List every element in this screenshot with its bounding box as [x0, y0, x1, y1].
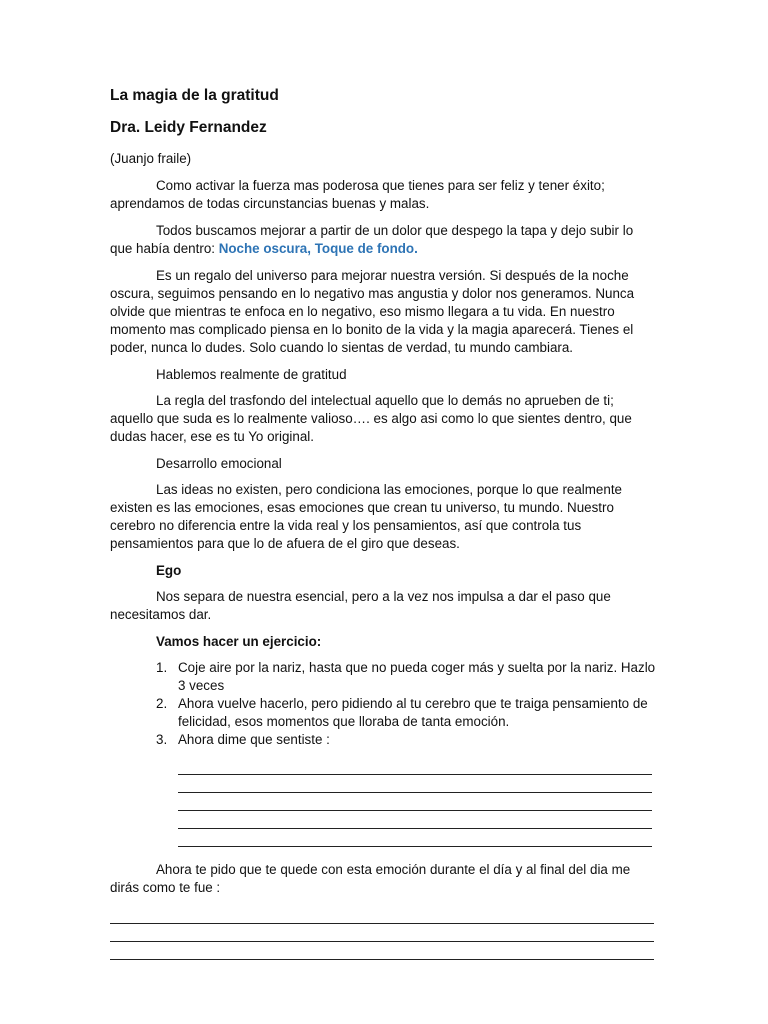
document-author: Dra. Leidy Fernandez [110, 119, 267, 136]
paragraph-2-text: Todos buscamos mejorar a partir de un dolor que despego la tapa y dejo subir lo que había dentro: [110, 223, 634, 256]
list-item [110, 659, 656, 695]
credit-line: (Juanjo fraile) [110, 151, 192, 166]
step-text: Coje aire por la nariz, hasta que no pueda coger más y suelta por la nariz. Hazlo 3 veces [178, 660, 656, 693]
step-text: Ahora dime que sentiste : [178, 732, 330, 747]
heading-desarrollo: Desarrollo emocional [156, 456, 282, 471]
step-number: 2. [156, 696, 168, 711]
list-item [110, 695, 656, 731]
list-item [110, 731, 656, 749]
heading-gratitud: Hablemos realmente de gratitud [156, 367, 347, 382]
closing-answer-lines [110, 906, 656, 960]
answer-lines [110, 757, 656, 847]
paragraph-4: La regla del trasfondo del intelectual aquello que lo demás no aprueben de ti; aquello que suda es lo realmente valioso…. es algo asi como lo que sientes dentro, que dudas hacer, ese es tu Yo original. [110, 393, 632, 444]
step-number: 1. [156, 660, 168, 675]
highlight-text: Noche oscura, Toque de fondo. [218, 241, 418, 256]
intro-paragraph: Como activar la fuerza mas poderosa que tienes para ser feliz y tener éxito; aprendamos de todas circunstancias buenas y malas. [110, 178, 605, 211]
answer-line [178, 793, 652, 811]
answer-line [178, 757, 652, 775]
answer-line [110, 942, 654, 960]
closing-paragraph: Ahora te pido que te quede con esta emoción durante el día y al final del dia me dirás como te fue : [110, 862, 631, 895]
step-number: 3. [156, 732, 168, 747]
answer-line [178, 811, 652, 829]
paragraph-5: Las ideas no existen, pero condiciona las emociones, porque lo que realmente existen es las emociones, esas emociones que crean tu universo, tu mundo. Nuestro cerebro no diferencia entre la vida real y los pensamientos, así que controla tus pensamientos para que lo de afuera de el giro que deseas. [110, 482, 622, 551]
document-title: La magia de la gratitud [110, 87, 279, 104]
spacer [110, 847, 656, 861]
paragraph-3: Es un regalo del universo para mejorar nuestra versión. Si después de la noche oscura, seguimos pensando en lo negativo mas angustia y dolor nos generamos. Nunca olvide que mientras te enfoca en lo negativo, eso mismo llegara a tu vida. En nuestro momento mas complicado piensa en lo bonito de la vida y la magia aparecerá. Tienes el poder, nunca lo dudes. Solo cuando lo sientas de verdad, tu mundo cambiara. [110, 268, 635, 355]
paragraph-6: Nos separa de nuestra esencial, pero a la vez nos impulsa a dar el paso que necesitamos dar. [110, 589, 611, 622]
answer-line [110, 906, 654, 924]
answer-line [178, 829, 652, 847]
answer-line [110, 924, 654, 942]
heading-ego: Ego [156, 563, 182, 578]
heading-ejercicio: Vamos hacer un ejercicio: [156, 634, 322, 649]
step-text: Ahora vuelve hacerlo, pero pidiendo al tu cerebro que te traiga pensamiento de felicidad, esos momentos que lloraba de tanta emoción. [178, 696, 648, 729]
exercise-steps [110, 659, 656, 749]
answer-line [178, 775, 652, 793]
paragraph-2 [110, 222, 656, 258]
